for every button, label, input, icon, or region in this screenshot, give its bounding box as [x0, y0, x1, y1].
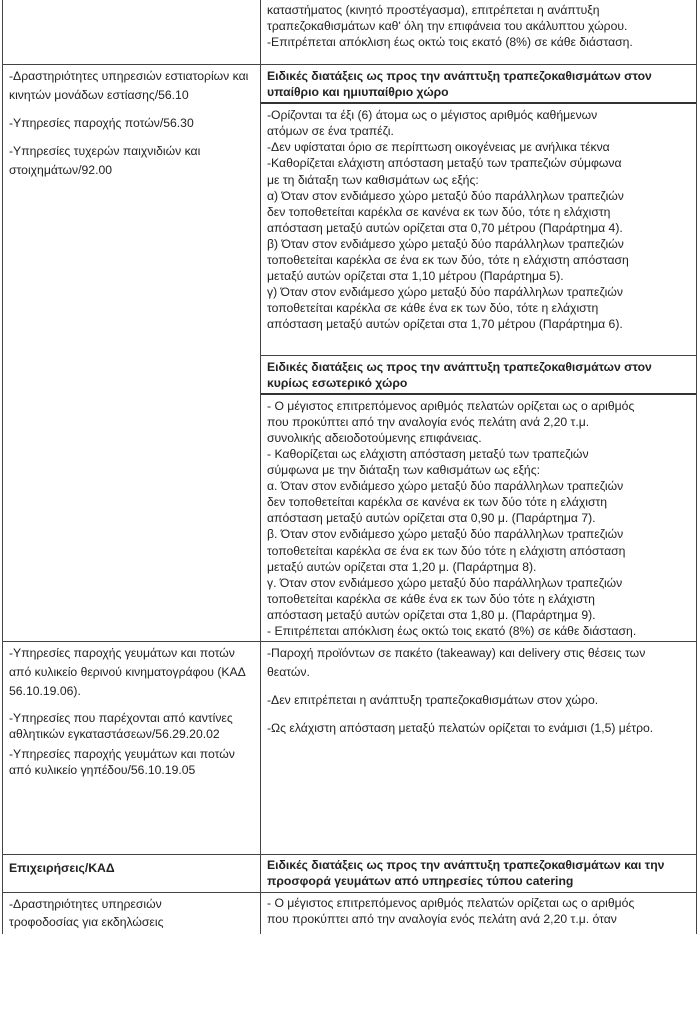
header-right: Ειδικές διατάξεις ως προς την ανάπτυξη τραπεζοκαθισμάτων και την προσφορά γευμάτων από υπηρεσίες τύπου catering: [261, 855, 697, 893]
text-line: β) Όταν στον ενδιάμεσο χώρο μεταξύ δύο παράλληλων τραπεζιών: [267, 236, 624, 251]
text-line: -Ορίζονται τα έξι (6) άτομα ως ο μέγιστος αριθμός καθήμενων: [267, 108, 598, 123]
rule-item: -Ως ελάχιστη απόσταση μεταξύ πελατών ορίζεται το ενάμισι (1,5) μέτρο.: [267, 720, 654, 735]
kad-item: -Υπηρεσίες παροχής ποτών/56.30: [9, 115, 194, 130]
text-line: απόσταση μεταξύ αυτών ορίζεται στα 0,90 μ. (Παράρτημα 7).: [267, 511, 596, 526]
table-row-canteens: [3, 642, 697, 855]
text-line: απόσταση μεταξύ αυτών ορίζεται στα 1,70 μέτρου (Παράρτημα 6).: [267, 317, 623, 332]
cell-canteens-left: [3, 642, 261, 855]
text-line: - Επιτρέπεται απόκλιση έως οκτώ τοις εκατό (8%) σε κάθε διάσταση.: [267, 624, 637, 638]
text-line: -Επιτρέπεται απόκλιση έως οκτώ τοις εκατό (8%) σε κάθε διάσταση.: [267, 35, 633, 50]
text-line: που προκύπτει από την αναλογία ενός πελάτη ανά 2,20 τ.μ. όταν: [267, 912, 617, 927]
text-line: α. Όταν στον ενδιάμεσο χώρο μεταξύ δύο παράλληλων τραπεζιών: [267, 479, 624, 494]
text-line: τοποθετείται καρέκλα σε κάθε ένα εκ των δύο τότε η ελάχιστη: [267, 591, 595, 606]
indoor-header: Ειδικές διατάξεις ως προς την ανάπτυξη τραπεζοκαθισμάτων στον κυρίως εσωτερικό χώρο: [261, 359, 696, 395]
cell-catering-right: [261, 893, 697, 934]
regulations-table: [2, 0, 697, 934]
indoor-section: [261, 356, 696, 642]
text-line: τροφοδοσίας για εκδηλώσεις: [9, 915, 164, 930]
text-line: τοποθετείται καρέκλα σε ένα εκ των δύο, τότε η ελάχιστη απόσταση: [267, 253, 629, 268]
text-line: σύμφωνα με την διάταξη των καθισμάτων ως εξής:: [267, 463, 540, 478]
table-row-top: [3, 0, 697, 65]
outdoor-header: Ειδικές διατάξεις ως προς την ανάπτυξη τραπεζοκαθισμάτων στον υπαίθριο και ημιυπαίθριο χώρο: [261, 68, 696, 104]
rule-item: -Παροχή προϊόντων σε πακέτο (takeaway) και delivery στις θέσεις των θεατών.: [267, 646, 646, 679]
header-left: Επιχειρήσεις/ΚΑΔ: [3, 855, 261, 893]
kad-item: -Υπηρεσίες παροχής γευμάτων και ποτών από κυλικείο θερινού κινηματογράφου (ΚΑΔ 56.10.19.06).: [9, 646, 246, 698]
kad-item: -Υπηρεσίες τυχερών παιχνιδιών και στοιχημάτων/92.00: [9, 143, 201, 177]
cell-restaurants-right: [261, 65, 697, 642]
text-line: - Ο μέγιστος επιτρεπόμενος αριθμός πελατών ορίζεται ως ο αριθμός: [267, 896, 635, 911]
text-line: - Καθορίζεται ως ελάχιστη απόσταση μεταξύ των τραπεζιών: [267, 446, 589, 461]
cell-top-right: [261, 0, 697, 65]
cell-catering-left: [3, 893, 261, 934]
text-line: β. Όταν στον ενδιάμεσο χώρο μεταξύ δύο παράλληλων τραπεζιών: [267, 527, 624, 542]
kad-item: -Δραστηριότητες υπηρεσιών εστιατορίων και κινητών μονάδων εστίασης/56.10: [9, 69, 249, 102]
cell-canteens-right: [261, 642, 697, 855]
text-line: γ. Όταν στον ενδιάμεσο χώρο μεταξύ δύο παράλληλων τραπεζιών: [267, 575, 623, 590]
text-line: καταστήματος (κινητό προστέγασμα), επιτρέπεται η ανάπτυξη: [267, 3, 600, 17]
text-line: γ) Όταν στον ενδιάμεσο χώρο μεταξύ δύο παράλληλων τραπεζιών: [267, 285, 623, 300]
text-line: με τη διάταξη των καθισμάτων ως εξής:: [267, 172, 479, 187]
text-line: α) Όταν στον ενδιάμεσο χώρο μεταξύ δύο παράλληλων τραπεζιών: [267, 188, 624, 203]
text-line: απόσταση μεταξύ αυτών ορίζεται στα 1,80 μ. (Παράρτημα 9).: [267, 607, 596, 622]
text-line: - Ο μέγιστος επιτρεπόμενος αριθμός πελατών ορίζεται ως ο αριθμός: [267, 398, 635, 413]
text-line: μεταξύ αυτών ορίζεται στα 1,10 μέτρου (Παράρτημα 5).: [267, 269, 564, 284]
text-line: δεν τοποθετείται καρέκλα σε κανένα εκ των δύο τότε η ελάχιστη: [267, 495, 608, 510]
text-line: μεταξύ αυτών ορίζεται στα 1,20 μ. (Παράρτημα 8).: [267, 559, 537, 574]
text-line: δεν τοποθετείται καρέκλα σε κανένα εκ των δύο, τότε η ελάχιστη: [267, 204, 611, 219]
text-line: -Δραστηριότητες υπηρεσιών: [9, 897, 162, 912]
text-line: απόσταση μεταξύ αυτών ορίζεται στα 0,70 μέτρου (Παράρτημα 4).: [267, 220, 623, 235]
kad-item: -Υπηρεσίες παροχής γευμάτων και ποτών από κυλικείο γηπέδου/56.10.19.05: [9, 746, 235, 778]
table-row-catering: [3, 893, 697, 934]
text-line: -Καθορίζεται ελάχιστη απόσταση μεταξύ των τραπεζιών σύμφωνα: [267, 156, 622, 171]
kad-item: -Υπηρεσίες που παρέχονται από καντίνες αθλητικών εγκαταστάσεων/56.29.20.02: [9, 710, 233, 742]
text-line: συνολικής αδειοδοτούμενης επιφάνειας.: [267, 430, 482, 445]
table-row-restaurants: [3, 65, 697, 642]
rule-item: -Δεν επιτρέπεται η ανάπτυξη τραπεζοκαθισμάτων στον χώρο.: [267, 692, 599, 707]
text-line: ατόμων σε ένα τραπέζι.: [267, 124, 394, 139]
text-line: τοποθετείται καρέκλα σε κάθε ένα εκ των δύο, τότε η ελάχιστη: [267, 301, 599, 316]
cell-top-left: [3, 0, 261, 65]
text-line: τραπεζοκαθισμάτων καθ' όλη την επιφάνεια του ακάλυπτου χώρου.: [267, 19, 628, 34]
table-header-row: [3, 855, 697, 893]
cell-restaurants-left: [3, 65, 261, 642]
text-line: που προκύπτει από την αναλογία ενός πελάτη ανά 2,20 τ.μ.: [267, 414, 590, 429]
text-line: -Δεν υφίσταται όριο σε περίπτωση οικογένειας με ανήλικα τέκνα: [267, 140, 610, 155]
outdoor-section: [261, 65, 696, 356]
text-line: τοποθετείται καρέκλα σε ένα εκ των δύο τότε η ελάχιστη απόσταση: [267, 543, 626, 558]
